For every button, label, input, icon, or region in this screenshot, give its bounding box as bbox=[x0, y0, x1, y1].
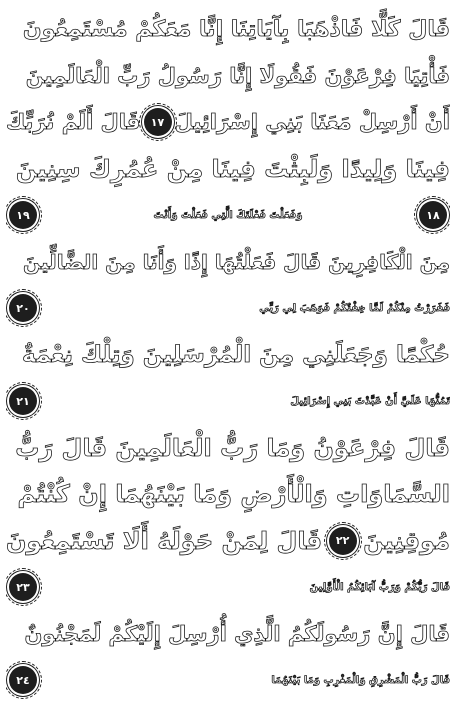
verse-number-marker-icon: ٢١ bbox=[9, 387, 37, 415]
text-line bbox=[6, 425, 450, 472]
verse-number-marker-icon: ٢٢ bbox=[329, 527, 357, 555]
text-line bbox=[6, 657, 450, 704]
verse-text: قَالَ أَلَمْ نُرَبِّكَ bbox=[6, 110, 141, 135]
verse-text: حُكْمًا وَجَعَلَنِي مِنَ الْمُرْسَلِينَ وَتِلْكَ نِعْمَةٌ bbox=[22, 341, 450, 368]
text-line bbox=[6, 146, 450, 193]
text-line bbox=[6, 332, 450, 379]
verse-number-marker-icon: ١٩ bbox=[9, 201, 37, 229]
text-line bbox=[6, 53, 450, 100]
verse-text: مِنَ الْكَافِرِينَ قَالَ فَعَلْتُهَا إِذًا وَأَنَا مِنَ الضَّالِّينَ bbox=[23, 249, 450, 274]
verse-text: قَالَ إِنَّ رَسُولَكُمُ الَّذِي أُرْسِلَ إِلَيْكُمْ لَمَجْنُونٌ bbox=[24, 621, 450, 646]
text-line bbox=[6, 378, 450, 425]
text-line bbox=[6, 518, 450, 565]
text-line bbox=[6, 6, 450, 53]
verse-number-marker-icon: ١٨ bbox=[419, 201, 447, 229]
verse-text: مُوقِنِينَ bbox=[363, 526, 450, 555]
verse-number-marker-icon: ٢٠ bbox=[9, 294, 37, 322]
verse-text: قَالَ رَبُّكُمْ وَرَبُّ آبَائِكُمُ الْأَوَّلِينَ bbox=[309, 581, 450, 593]
verse-text: فِينَا وَلِيدًا وَلَبِثْتَ فِينَا مِنْ عُمُرِكَ سِنِينَ bbox=[15, 154, 450, 183]
text-line bbox=[6, 611, 450, 658]
verse-text: قَالَ رَبُّ الْمَشْرِقِ وَالْمَغْرِبِ وَمَا بَيْنَهُمَا bbox=[271, 674, 450, 686]
text-line bbox=[6, 239, 450, 286]
verse-text: فَأْتِيَا فِرْعَوْنَ فَقُولَا إِنَّا رَسُولُ رَبِّ الْعَالَمِينَ bbox=[25, 63, 450, 88]
verse-text: قَالَ لِمَنْ حَوْلَهُ أَلَا تَسْتَمِعُونَ bbox=[6, 526, 323, 555]
text-line bbox=[6, 564, 450, 611]
verse-text: وَفَعَلْتَ فَعْلَتَكَ الَّتِي فَعَلْتَ وَأَنْتَ bbox=[153, 209, 303, 221]
verse-number-marker-icon: ١٧ bbox=[144, 108, 172, 136]
verse-number-marker-icon: ٢٤ bbox=[9, 666, 37, 694]
verse-text: السَّمَاوَاتِ وَالْأَرْضِ وَمَا بَيْنَهُمَا إِنْ كُنْتُمْ bbox=[17, 480, 450, 509]
text-line bbox=[6, 285, 450, 332]
verse-text: أَنْ أَرْسِلْ مَعَنَا بَنِي إِسْرَائِيلَ bbox=[174, 110, 450, 135]
text-line bbox=[6, 99, 450, 146]
verse-text: تَمُنُّهَا عَلَيَّ أَنْ عَبَّدْتَ بَنِي إِسْرَائِيلَ bbox=[290, 395, 450, 407]
verse-text: فَفَرَرْتُ مِنْكُمْ لَمَّا خِفْتُكُمْ فَوَهَبَ لِي رَبِّي bbox=[259, 302, 450, 314]
verse-number-marker-icon: ٢٣ bbox=[9, 573, 37, 601]
verse-text: قَالَ كَلَّا فَاذْهَبَا بِآيَاتِنَا إِنَّا مَعَكُمْ مُسْتَمِعُونَ bbox=[22, 16, 450, 42]
verse-text: قَالَ فِرْعَوْنُ وَمَا رَبُّ الْعَالَمِينَ قَالَ رَبُّ bbox=[15, 433, 450, 462]
text-line bbox=[6, 192, 450, 239]
text-line bbox=[6, 471, 450, 518]
